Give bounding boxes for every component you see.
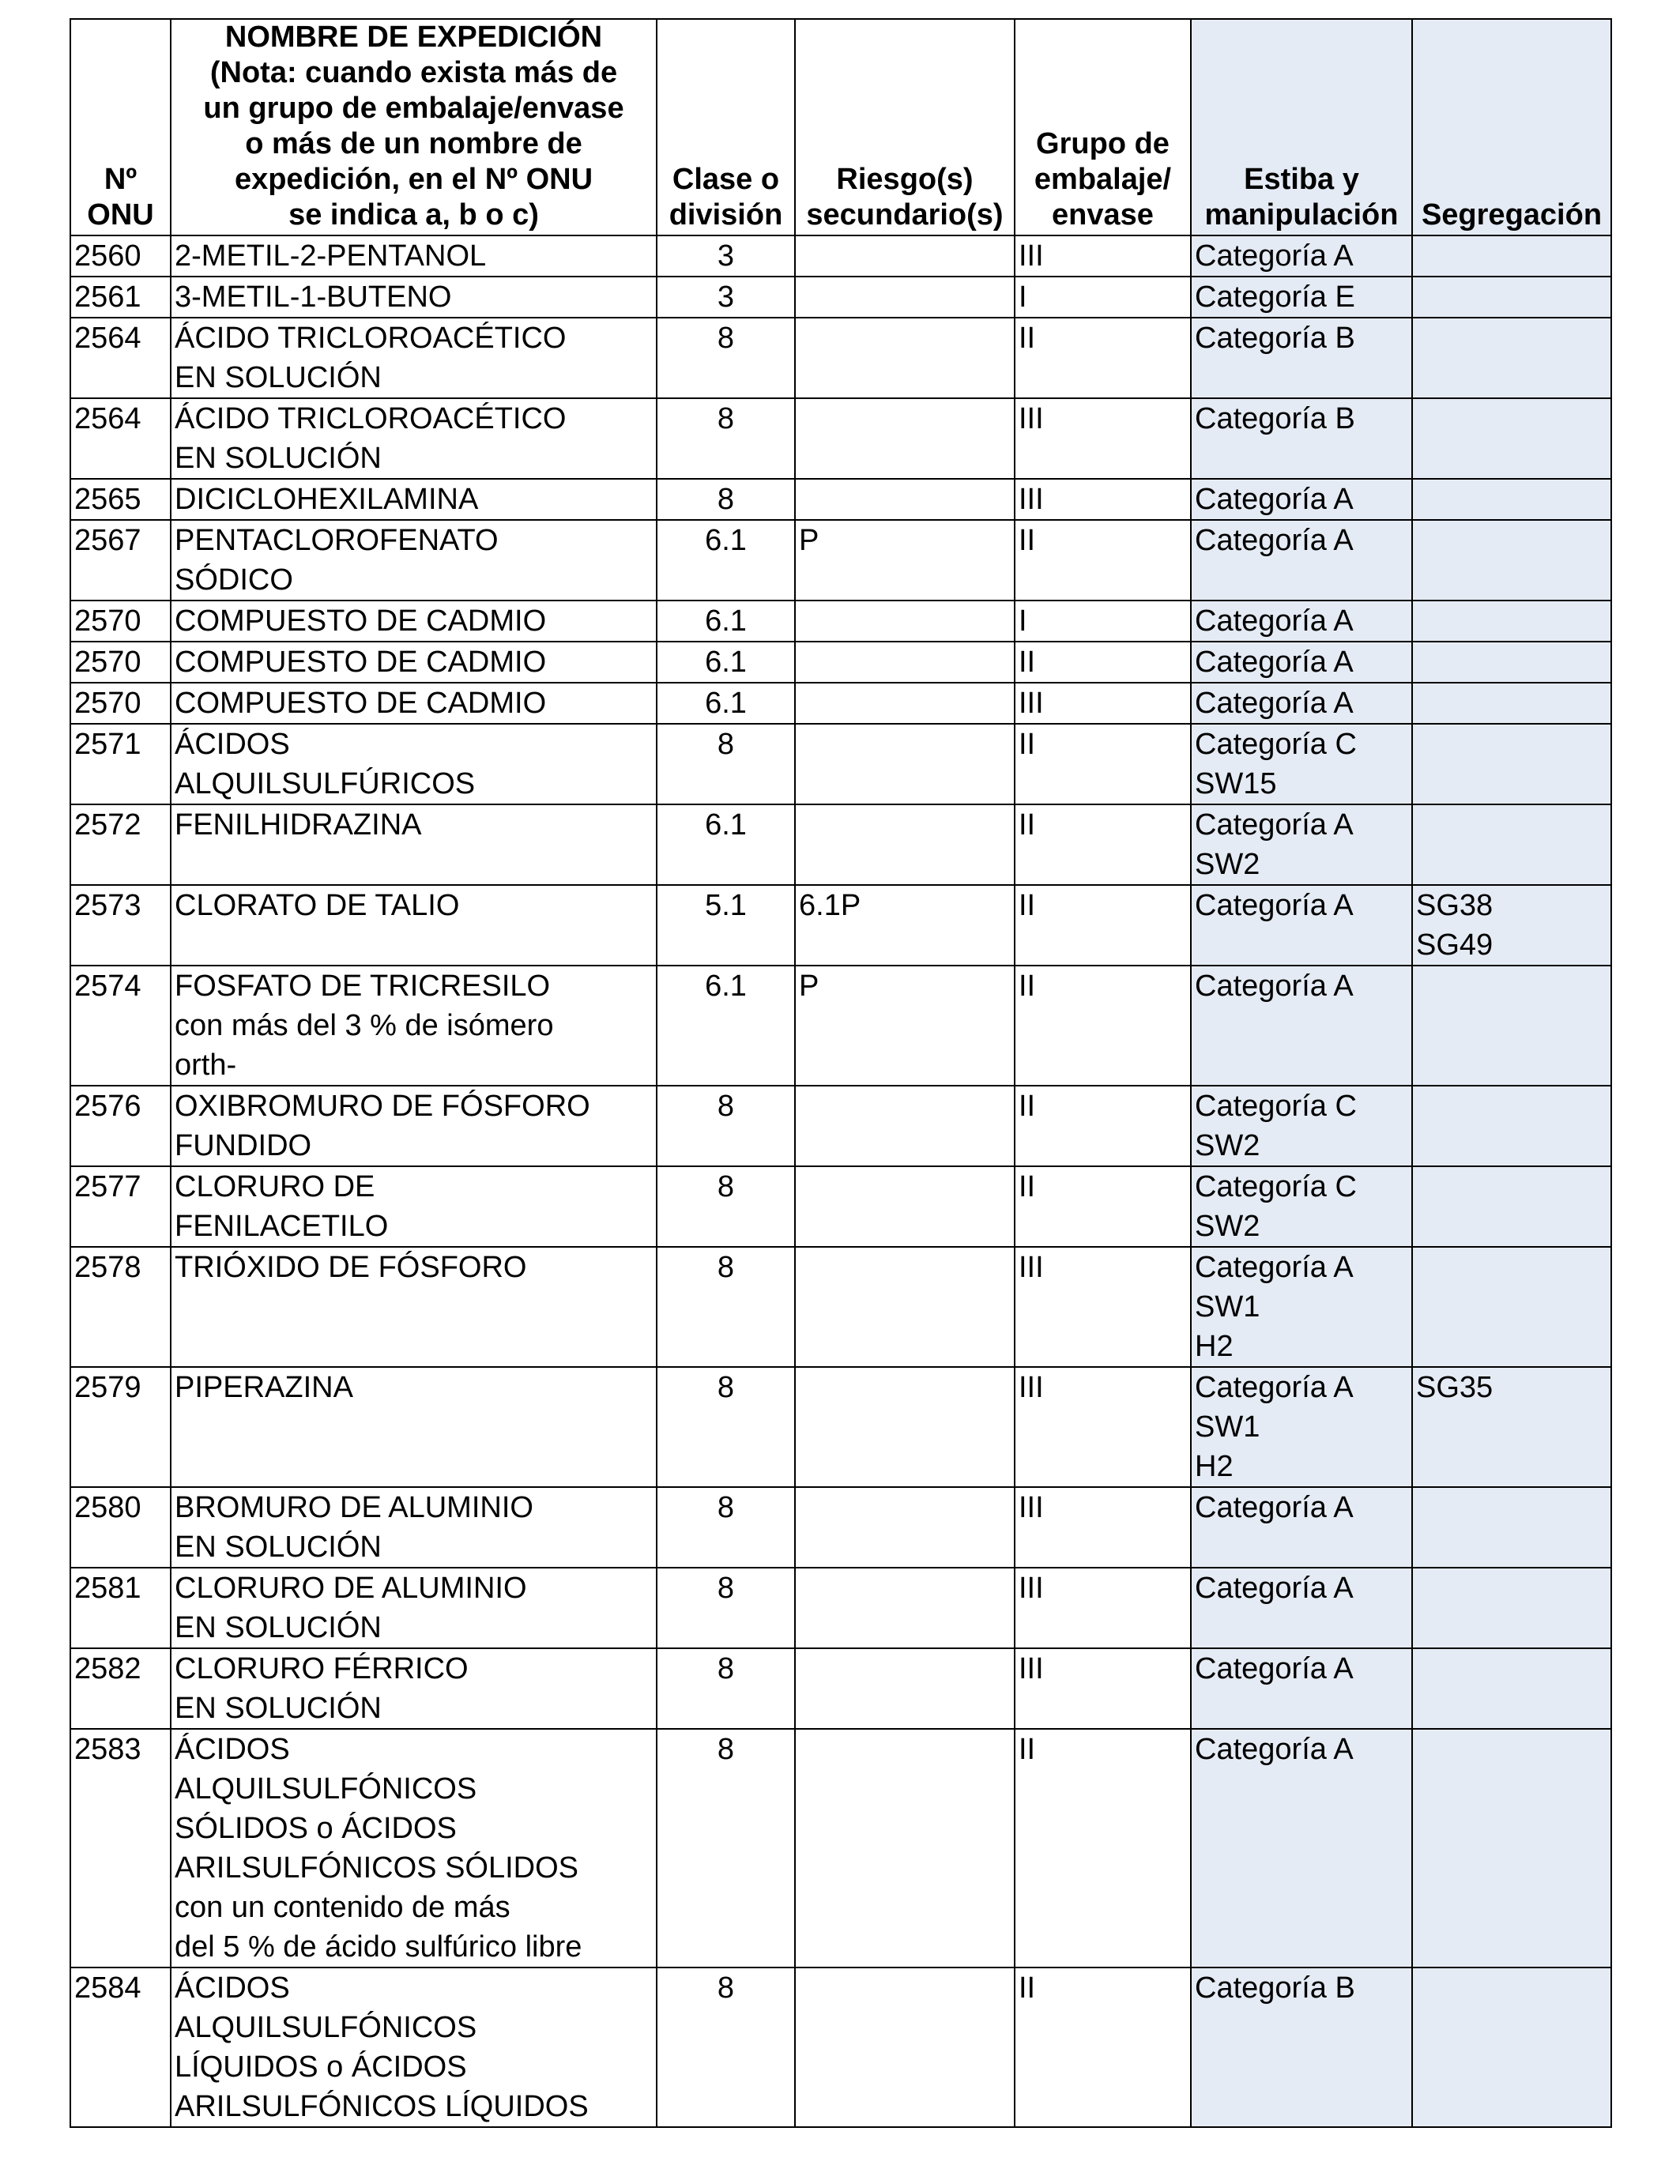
cell-secondary-risk [795, 1568, 1015, 1648]
cell-stowage: Categoría A [1191, 235, 1412, 277]
table-row [70, 885, 1611, 966]
table-row [70, 1568, 1611, 1648]
cell-onu: 2577 [70, 1166, 171, 1247]
header-onu: Nº ONU [70, 19, 171, 235]
cell-class: 6.1 [657, 966, 795, 1086]
cell-class: 6.1 [657, 601, 795, 642]
cell-stowage: Categoría B [1191, 398, 1412, 479]
cell-stowage: Categoría E [1191, 277, 1412, 318]
cell-segregation [1412, 1086, 1611, 1166]
cell-onu: 2584 [70, 1967, 171, 2127]
cell-onu: 2560 [70, 235, 171, 277]
cell-secondary-risk [795, 683, 1015, 724]
cell-packing-group: II [1015, 642, 1191, 683]
cell-secondary-risk [795, 1487, 1015, 1568]
table-row [70, 1648, 1611, 1729]
cell-packing-group: III [1015, 1247, 1191, 1367]
cell-secondary-risk [795, 724, 1015, 804]
cell-segregation [1412, 724, 1611, 804]
cell-packing-group: II [1015, 318, 1191, 398]
cell-shipping-name: PENTACLOROFENATO SÓDICO [171, 520, 657, 601]
table-row [70, 601, 1611, 642]
cell-class: 5.1 [657, 885, 795, 966]
cell-packing-group: III [1015, 235, 1191, 277]
table-row [70, 479, 1611, 520]
header-packing-group: Grupo de embalaje/ envase [1015, 19, 1191, 235]
cell-segregation [1412, 520, 1611, 601]
cell-class: 3 [657, 277, 795, 318]
cell-secondary-risk [795, 1648, 1015, 1729]
cell-segregation [1412, 1166, 1611, 1247]
cell-packing-group: I [1015, 277, 1191, 318]
cell-onu: 2567 [70, 520, 171, 601]
cell-stowage: Categoría A [1191, 683, 1412, 724]
cell-secondary-risk [795, 1729, 1015, 1967]
cell-onu: 2561 [70, 277, 171, 318]
table-row [70, 804, 1611, 885]
table-row [70, 1487, 1611, 1568]
cell-shipping-name: ÁCIDOS ALQUILSULFÓNICOS SÓLIDOS o ÁCIDOS ARILSULFÓNICOS SÓLIDOS con un contenido de más del 5 % de ácido sulfúrico libre [171, 1729, 657, 1967]
cell-onu: 2570 [70, 601, 171, 642]
cell-shipping-name: PIPERAZINA [171, 1367, 657, 1487]
cell-segregation [1412, 1568, 1611, 1648]
cell-segregation [1412, 318, 1611, 398]
cell-onu: 2565 [70, 479, 171, 520]
header-shipping-name: NOMBRE DE EXPEDICIÓN (Nota: cuando exista más de un grupo de embalaje/envase o más de un nombre de expedición, en el Nº ONU se indica a, b o c) [171, 19, 657, 235]
cell-shipping-name: DICICLOHEXILAMINA [171, 479, 657, 520]
cell-stowage: Categoría A [1191, 520, 1412, 601]
table-row [70, 318, 1611, 398]
cell-shipping-name: BROMURO DE ALUMINIO EN SOLUCIÓN [171, 1487, 657, 1568]
table-row [70, 683, 1611, 724]
cell-secondary-risk [795, 277, 1015, 318]
cell-onu: 2576 [70, 1086, 171, 1166]
table-row [70, 1247, 1611, 1367]
cell-class: 6.1 [657, 520, 795, 601]
cell-secondary-risk [795, 804, 1015, 885]
cell-secondary-risk [795, 398, 1015, 479]
cell-onu: 2572 [70, 804, 171, 885]
cell-onu: 2574 [70, 966, 171, 1086]
cell-shipping-name: 2-METIL-2-PENTANOL [171, 235, 657, 277]
table-row [70, 966, 1611, 1086]
cell-segregation [1412, 479, 1611, 520]
cell-class: 6.1 [657, 642, 795, 683]
cell-shipping-name: ÁCIDOS ALQUILSULFÚRICOS [171, 724, 657, 804]
cell-onu: 2579 [70, 1367, 171, 1487]
cell-class: 8 [657, 1967, 795, 2127]
cell-shipping-name: TRIÓXIDO DE FÓSFORO [171, 1247, 657, 1367]
cell-onu: 2564 [70, 318, 171, 398]
cell-onu: 2583 [70, 1729, 171, 1967]
cell-shipping-name: OXIBROMURO DE FÓSFORO FUNDIDO [171, 1086, 657, 1166]
cell-packing-group: III [1015, 479, 1191, 520]
table-row [70, 1729, 1611, 1967]
header-class: Clase o división [657, 19, 795, 235]
table-row [70, 642, 1611, 683]
cell-packing-group: II [1015, 1967, 1191, 2127]
table-row [70, 520, 1611, 601]
cell-class: 8 [657, 398, 795, 479]
cell-packing-group: II [1015, 1729, 1191, 1967]
cell-packing-group: III [1015, 683, 1191, 724]
cell-segregation [1412, 642, 1611, 683]
cell-class: 8 [657, 1086, 795, 1166]
dangerous-goods-table [70, 18, 1612, 2128]
cell-onu: 2570 [70, 642, 171, 683]
cell-shipping-name: CLORURO DE ALUMINIO EN SOLUCIÓN [171, 1568, 657, 1648]
cell-secondary-risk [795, 1247, 1015, 1367]
cell-segregation [1412, 966, 1611, 1086]
cell-class: 3 [657, 235, 795, 277]
cell-stowage: Categoría A SW2 [1191, 804, 1412, 885]
table-row [70, 235, 1611, 277]
header-secondary-risk: Riesgo(s) secundario(s) [795, 19, 1015, 235]
cell-segregation [1412, 804, 1611, 885]
table-header-row [70, 19, 1611, 235]
cell-packing-group: II [1015, 724, 1191, 804]
cell-shipping-name: COMPUESTO DE CADMIO [171, 601, 657, 642]
cell-shipping-name: CLORURO FÉRRICO EN SOLUCIÓN [171, 1648, 657, 1729]
table-row [70, 1967, 1611, 2127]
cell-class: 8 [657, 1568, 795, 1648]
cell-shipping-name: COMPUESTO DE CADMIO [171, 683, 657, 724]
cell-secondary-risk: P [795, 966, 1015, 1086]
cell-stowage: Categoría A [1191, 966, 1412, 1086]
cell-onu: 2581 [70, 1568, 171, 1648]
table-row [70, 724, 1611, 804]
cell-onu: 2573 [70, 885, 171, 966]
cell-packing-group: II [1015, 885, 1191, 966]
cell-class: 8 [657, 1648, 795, 1729]
cell-segregation [1412, 1729, 1611, 1967]
cell-onu: 2582 [70, 1648, 171, 1729]
cell-secondary-risk: P [795, 520, 1015, 601]
cell-stowage: Categoría A SW1 H2 [1191, 1367, 1412, 1487]
cell-onu: 2571 [70, 724, 171, 804]
cell-secondary-risk [795, 1166, 1015, 1247]
cell-secondary-risk [795, 1967, 1015, 2127]
cell-packing-group: III [1015, 1648, 1191, 1729]
cell-packing-group: III [1015, 1568, 1191, 1648]
header-segregation: Segregación [1412, 19, 1611, 235]
cell-packing-group: III [1015, 1487, 1191, 1568]
cell-class: 8 [657, 1247, 795, 1367]
cell-stowage: Categoría A [1191, 885, 1412, 966]
cell-packing-group: II [1015, 804, 1191, 885]
cell-shipping-name: CLORURO DE FENILACETILO [171, 1166, 657, 1247]
cell-segregation [1412, 398, 1611, 479]
cell-stowage: Categoría A [1191, 1568, 1412, 1648]
cell-secondary-risk [795, 642, 1015, 683]
cell-class: 8 [657, 318, 795, 398]
cell-secondary-risk [795, 235, 1015, 277]
cell-packing-group: II [1015, 966, 1191, 1086]
cell-class: 8 [657, 724, 795, 804]
cell-class: 6.1 [657, 804, 795, 885]
cell-segregation [1412, 601, 1611, 642]
cell-segregation [1412, 1967, 1611, 2127]
cell-packing-group: III [1015, 1367, 1191, 1487]
cell-shipping-name: FENILHIDRAZINA [171, 804, 657, 885]
cell-onu: 2578 [70, 1247, 171, 1367]
cell-packing-group: II [1015, 1086, 1191, 1166]
cell-stowage: Categoría C SW2 [1191, 1166, 1412, 1247]
table-row [70, 1086, 1611, 1166]
table-row [70, 398, 1611, 479]
cell-shipping-name: COMPUESTO DE CADMIO [171, 642, 657, 683]
cell-packing-group: I [1015, 601, 1191, 642]
cell-stowage: Categoría A [1191, 479, 1412, 520]
cell-stowage: Categoría A [1191, 642, 1412, 683]
cell-class: 8 [657, 1166, 795, 1247]
cell-class: 6.1 [657, 683, 795, 724]
cell-packing-group: II [1015, 1166, 1191, 1247]
cell-class: 8 [657, 1487, 795, 1568]
cell-stowage: Categoría C SW15 [1191, 724, 1412, 804]
cell-stowage: Categoría A [1191, 601, 1412, 642]
cell-shipping-name: ÁCIDO TRICLOROACÉTICO EN SOLUCIÓN [171, 318, 657, 398]
cell-segregation [1412, 235, 1611, 277]
cell-onu: 2570 [70, 683, 171, 724]
cell-onu: 2580 [70, 1487, 171, 1568]
cell-shipping-name: ÁCIDOS ALQUILSULFÓNICOS LÍQUIDOS o ÁCIDOS ARILSULFÓNICOS LÍQUIDOS [171, 1967, 657, 2127]
cell-secondary-risk [795, 318, 1015, 398]
cell-class: 8 [657, 479, 795, 520]
cell-onu: 2564 [70, 398, 171, 479]
cell-packing-group: II [1015, 520, 1191, 601]
cell-stowage: Categoría A [1191, 1729, 1412, 1967]
cell-segregation: SG35 [1412, 1367, 1611, 1487]
cell-secondary-risk [795, 1086, 1015, 1166]
cell-segregation [1412, 683, 1611, 724]
cell-shipping-name: CLORATO DE TALIO [171, 885, 657, 966]
cell-packing-group: III [1015, 398, 1191, 479]
cell-class: 8 [657, 1367, 795, 1487]
cell-segregation [1412, 1487, 1611, 1568]
cell-segregation [1412, 1648, 1611, 1729]
cell-stowage: Categoría B [1191, 1967, 1412, 2127]
cell-shipping-name: 3-METIL-1-BUTENO [171, 277, 657, 318]
cell-secondary-risk: 6.1P [795, 885, 1015, 966]
cell-segregation [1412, 1247, 1611, 1367]
header-stowage: Estiba y manipulación [1191, 19, 1412, 235]
cell-segregation [1412, 277, 1611, 318]
cell-secondary-risk [795, 1367, 1015, 1487]
cell-shipping-name: FOSFATO DE TRICRESILO con más del 3 % de isómero orth- [171, 966, 657, 1086]
cell-stowage: Categoría A SW1 H2 [1191, 1247, 1412, 1367]
cell-class: 8 [657, 1729, 795, 1967]
cell-stowage: Categoría A [1191, 1487, 1412, 1568]
cell-stowage: Categoría A [1191, 1648, 1412, 1729]
cell-segregation: SG38 SG49 [1412, 885, 1611, 966]
cell-stowage: Categoría C SW2 [1191, 1086, 1412, 1166]
table-row [70, 1166, 1611, 1247]
cell-secondary-risk [795, 479, 1015, 520]
cell-secondary-risk [795, 601, 1015, 642]
table-row [70, 277, 1611, 318]
cell-shipping-name: ÁCIDO TRICLOROACÉTICO EN SOLUCIÓN [171, 398, 657, 479]
cell-stowage: Categoría B [1191, 318, 1412, 398]
table-row [70, 1367, 1611, 1487]
